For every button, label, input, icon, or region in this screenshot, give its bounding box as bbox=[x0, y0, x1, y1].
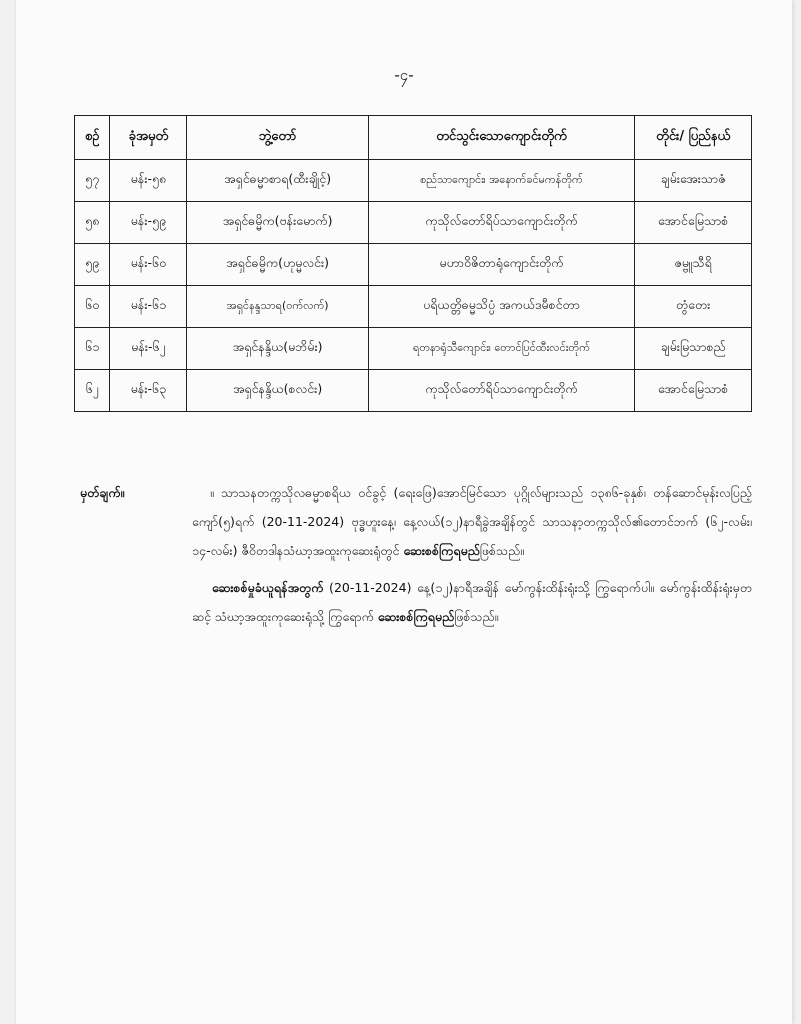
table-header-row bbox=[75, 116, 752, 160]
cell-region: ချမ်းမြသာစည် bbox=[635, 328, 752, 370]
results-table bbox=[74, 115, 752, 412]
cell-monastery: ကုသိုလ်တော်ရိပ်သာကျောင်းတိုက် bbox=[368, 370, 635, 412]
table-row bbox=[75, 286, 752, 328]
cell-seat-number: မန်း-၅၈ bbox=[110, 160, 187, 202]
cell-title: အရှင်နန္ဒိယ(စလင်း) bbox=[187, 370, 368, 412]
table-row bbox=[75, 328, 752, 370]
cell-monastery: မဟာဝိဇိတာရုံကျောင်းတိုက် bbox=[368, 244, 635, 286]
cell-seat-number: မန်း-၆၂ bbox=[110, 328, 187, 370]
note-paragraph-2-bold-end: ဆေးစစ်ကြရမည် bbox=[377, 609, 455, 624]
page-number: -၄- bbox=[394, 66, 414, 84]
cell-title: အရှင်ဓမ္မာစာရ(ထီးချိုင့်) bbox=[187, 160, 368, 202]
header-serial: စဉ် bbox=[75, 116, 110, 160]
table-row bbox=[75, 160, 752, 202]
cell-seat-number: မန်း-၅၉ bbox=[110, 202, 187, 244]
cell-serial: ၆၀ bbox=[75, 286, 110, 328]
note-paragraph-1-text: ။ သာသနတက္ကသိုလဓမ္မာစရိယ ဝင်ခွင့် (ရေးဖြေ)အောင်မြင်သော ပုဂ္ဂိုလ်များသည် ၁၃၈၆-ခုနှစ်၊ တန်ဆောင်မုန်းလပြည့်ကျော်(၅)ရက် (20-11-2024) ဗုဒ္ဓဟူးနေ့၊ နေ့လယ်(၁၂)နာရီခွဲအချိန်တွင် သာသနာ့တက္ကသိုလ်၏တောင်ဘက် (၆၂-လမ်း၊ ၁၄-လမ်း) ဇီဝိတဒါနသံဃာ့အထူးကုဆေးရုံတွင် bbox=[192, 485, 752, 558]
cell-region: ဇမ္ဗူသီရိ bbox=[635, 244, 752, 286]
cell-serial: ၆၂ bbox=[75, 370, 110, 412]
note-paragraph-2-bold: ဆေးစစ်မှုခံယူရန်အတွက် bbox=[212, 580, 324, 595]
cell-region: တွံတေး bbox=[635, 286, 752, 328]
cell-monastery: စည်သာကျောင်း၊ အနောက်ခင်မကန်တိုက် bbox=[368, 160, 635, 202]
cell-title: အရှင်ဓမ္မိက(ဗန်းမောက်) bbox=[187, 202, 368, 244]
table-row bbox=[75, 244, 752, 286]
cell-serial: ၅၉ bbox=[75, 244, 110, 286]
note-paragraph-2-text: (20-11-2024) နေ့(၁၂)နာရီအချိန် မော်ကွန်းထိန်းရုံးသို့ ကြွရောက်ပါ။ မော်ကွန်းထိန်းရုံးမှတဆင့် သံဃာ့အထူးကုဆေးရုံသို့ ကြွရောက် bbox=[192, 580, 752, 624]
note-paragraph-1 bbox=[192, 478, 752, 565]
table-row bbox=[75, 202, 752, 244]
cell-monastery: ကုသိုလ်တော်ရိပ်သာကျောင်းတိုက် bbox=[368, 202, 635, 244]
cell-serial: ၆၁ bbox=[75, 328, 110, 370]
note-paragraph-2 bbox=[192, 573, 752, 631]
note-paragraph-2-end: ဖြစ်သည်။ bbox=[454, 609, 499, 624]
table-row bbox=[75, 370, 752, 412]
cell-title: အရှင်ဓမ္မိက(ဟုမ္မလင်း) bbox=[187, 244, 368, 286]
header-title: ဘွဲ့တော် bbox=[187, 116, 368, 160]
cell-monastery: ပရိယတ္တိဓမ္မသိပ္ပံ အကယ်ဒမီစင်တာ bbox=[368, 286, 635, 328]
cell-title: အရှင်နန္ဒသာရ(ဝက်လက်) bbox=[187, 286, 368, 328]
header-seat-number: ခုံအမှတ် bbox=[110, 116, 187, 160]
document-page bbox=[16, 0, 792, 1024]
cell-seat-number: မန်း-၆၃ bbox=[110, 370, 187, 412]
header-monastery: တင်သွင်းသောကျောင်းတိုက် bbox=[368, 116, 635, 160]
cell-serial: ၅၈ bbox=[75, 202, 110, 244]
cell-seat-number: မန်း-၆၀ bbox=[110, 244, 187, 286]
cell-title: အရှင်နန္ဒိယ(မဘိမ်း) bbox=[187, 328, 368, 370]
note-paragraph-1-end: ဖြစ်သည်။ bbox=[479, 543, 525, 558]
cell-region: အောင်မြေသာစံ bbox=[635, 202, 752, 244]
header-region: တိုင်း/ ပြည်နယ် bbox=[635, 116, 752, 160]
cell-monastery: ရတနာရုံသီကျောင်း၊ တောင်ပြင်ထီးလင်းတိုက် bbox=[368, 328, 635, 370]
cell-seat-number: မန်း-၆၁ bbox=[110, 286, 187, 328]
note-paragraph-1-bold: ဆေးစစ်ကြရမည် bbox=[403, 543, 480, 558]
note-label: မှတ်ချက်။ bbox=[80, 485, 125, 500]
cell-region: အောင်မြေသာစံ bbox=[635, 370, 752, 412]
cell-region: ချမ်းအေးသာဇံ bbox=[635, 160, 752, 202]
note-body bbox=[192, 478, 752, 639]
cell-serial: ၅၇ bbox=[75, 160, 110, 202]
